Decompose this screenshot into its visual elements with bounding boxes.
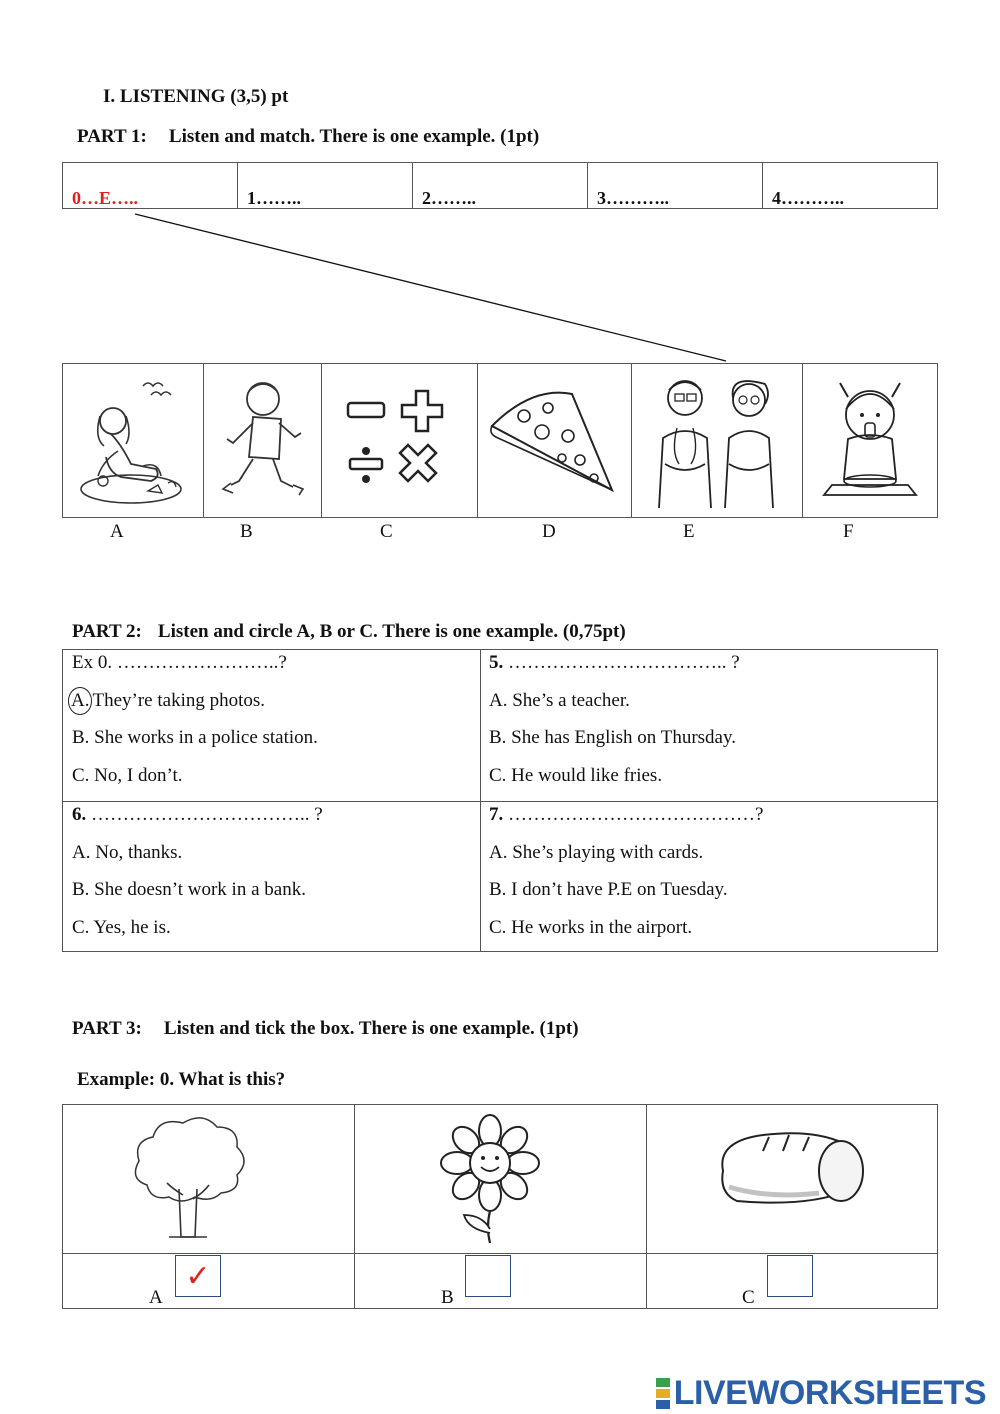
part1-instruction: Listen and match. There is one example. (1pt)	[168, 126, 540, 147]
question-example-stem: ……………………..?	[112, 652, 287, 673]
question-6-num: 6.	[72, 804, 87, 825]
part3-tick-table	[62, 1104, 938, 1309]
picture-label-c: C	[380, 521, 393, 542]
answer-3[interactable]: 3………..	[588, 163, 763, 208]
answer-2[interactable]: 2……..	[413, 163, 588, 208]
question-example	[72, 644, 318, 794]
option-example-a: They’re taking photos.	[92, 689, 266, 711]
flower-picture	[441, 1115, 539, 1211]
tree-picture	[127, 1115, 247, 1243]
logo-mark-icon	[656, 1377, 670, 1410]
picture-label-e: E	[683, 521, 695, 542]
picture-label-b: B	[240, 521, 253, 542]
option-5-a[interactable]: A. She’s a teacher.	[489, 689, 630, 711]
question-7-stem: …………………………………?	[503, 804, 764, 825]
liveworksheets-logo	[656, 1374, 986, 1413]
part2-question-grid	[62, 649, 938, 952]
question-7	[489, 796, 763, 946]
answer-4[interactable]: 4………..	[772, 188, 844, 208]
answer-1[interactable]: 1……..	[238, 163, 413, 208]
option-6-c[interactable]: C. Yes, he is.	[72, 916, 171, 938]
question-5-stem: …………………………….. ?	[503, 652, 740, 673]
part2-instruction: Listen and circle A, B or C. There is one example. (0,75pt)	[157, 621, 626, 642]
picture-f-girl-eating	[803, 364, 937, 517]
question-5	[489, 644, 740, 794]
picture-b-running-boy	[204, 364, 323, 517]
option-example-c: C. No, I don’t.	[72, 764, 183, 786]
answer-example: 0…E…..	[63, 163, 238, 208]
question-5-num: 5.	[489, 652, 504, 673]
option-5-c[interactable]: C. He would like fries.	[489, 764, 663, 786]
part3-heading	[72, 1018, 579, 1040]
section-title: I. LISTENING (3,5) pt	[103, 86, 289, 107]
tick-box-c[interactable]	[767, 1255, 813, 1297]
option-7-c[interactable]: C. He works in the airport.	[489, 916, 693, 938]
picture-d-pizza	[478, 364, 632, 517]
part2-title: PART 2:	[72, 621, 142, 642]
question-6-stem: …………………………….. ?	[86, 804, 323, 825]
picture-e-doctors	[632, 364, 804, 517]
part2-heading	[72, 621, 626, 643]
picture-label-a: A	[110, 521, 124, 542]
part1-title: PART 1:	[77, 126, 147, 147]
example-match-line	[0, 0, 1000, 400]
option-5-b[interactable]: B. She has English on Thursday.	[489, 727, 736, 748]
tick-label-c: C	[742, 1287, 755, 1308]
tick-label-b: B	[441, 1287, 454, 1308]
tick-mark-icon: ✓	[185, 1258, 211, 1294]
tick-label-a: A	[149, 1287, 163, 1308]
question-example-num: Ex 0.	[72, 652, 113, 673]
brand-name: LIVEWORKSHEETS	[673, 1374, 986, 1412]
picture-a-girl-beach	[63, 364, 204, 517]
question-7-num: 7.	[489, 804, 504, 825]
tick-box-b[interactable]	[465, 1255, 511, 1297]
question-6	[72, 796, 323, 946]
option-example-b: B. She works in a police station.	[72, 727, 318, 748]
option-6-b[interactable]: B. She doesn’t work in a bank.	[72, 879, 306, 900]
circled-answer: A.	[68, 687, 92, 715]
part3-instruction: Listen and tick the box. There is one example. (1pt)	[163, 1018, 579, 1039]
picture-label-d: D	[542, 521, 556, 542]
part1-picture-row	[62, 363, 938, 518]
option-6-a[interactable]: A. No, thanks.	[72, 841, 183, 863]
tick-box-a[interactable]	[175, 1255, 221, 1297]
option-7-b[interactable]: B. I don’t have P.E on Tuesday.	[489, 879, 728, 900]
option-7-a[interactable]: A. She’s playing with cards.	[489, 841, 704, 863]
bread-picture	[713, 1127, 873, 1213]
picture-c-math-symbols	[322, 364, 478, 517]
part3-example: Example: 0. What is this?	[77, 1069, 286, 1090]
picture-label-f: F	[843, 521, 854, 542]
part3-title: PART 3:	[72, 1018, 142, 1039]
